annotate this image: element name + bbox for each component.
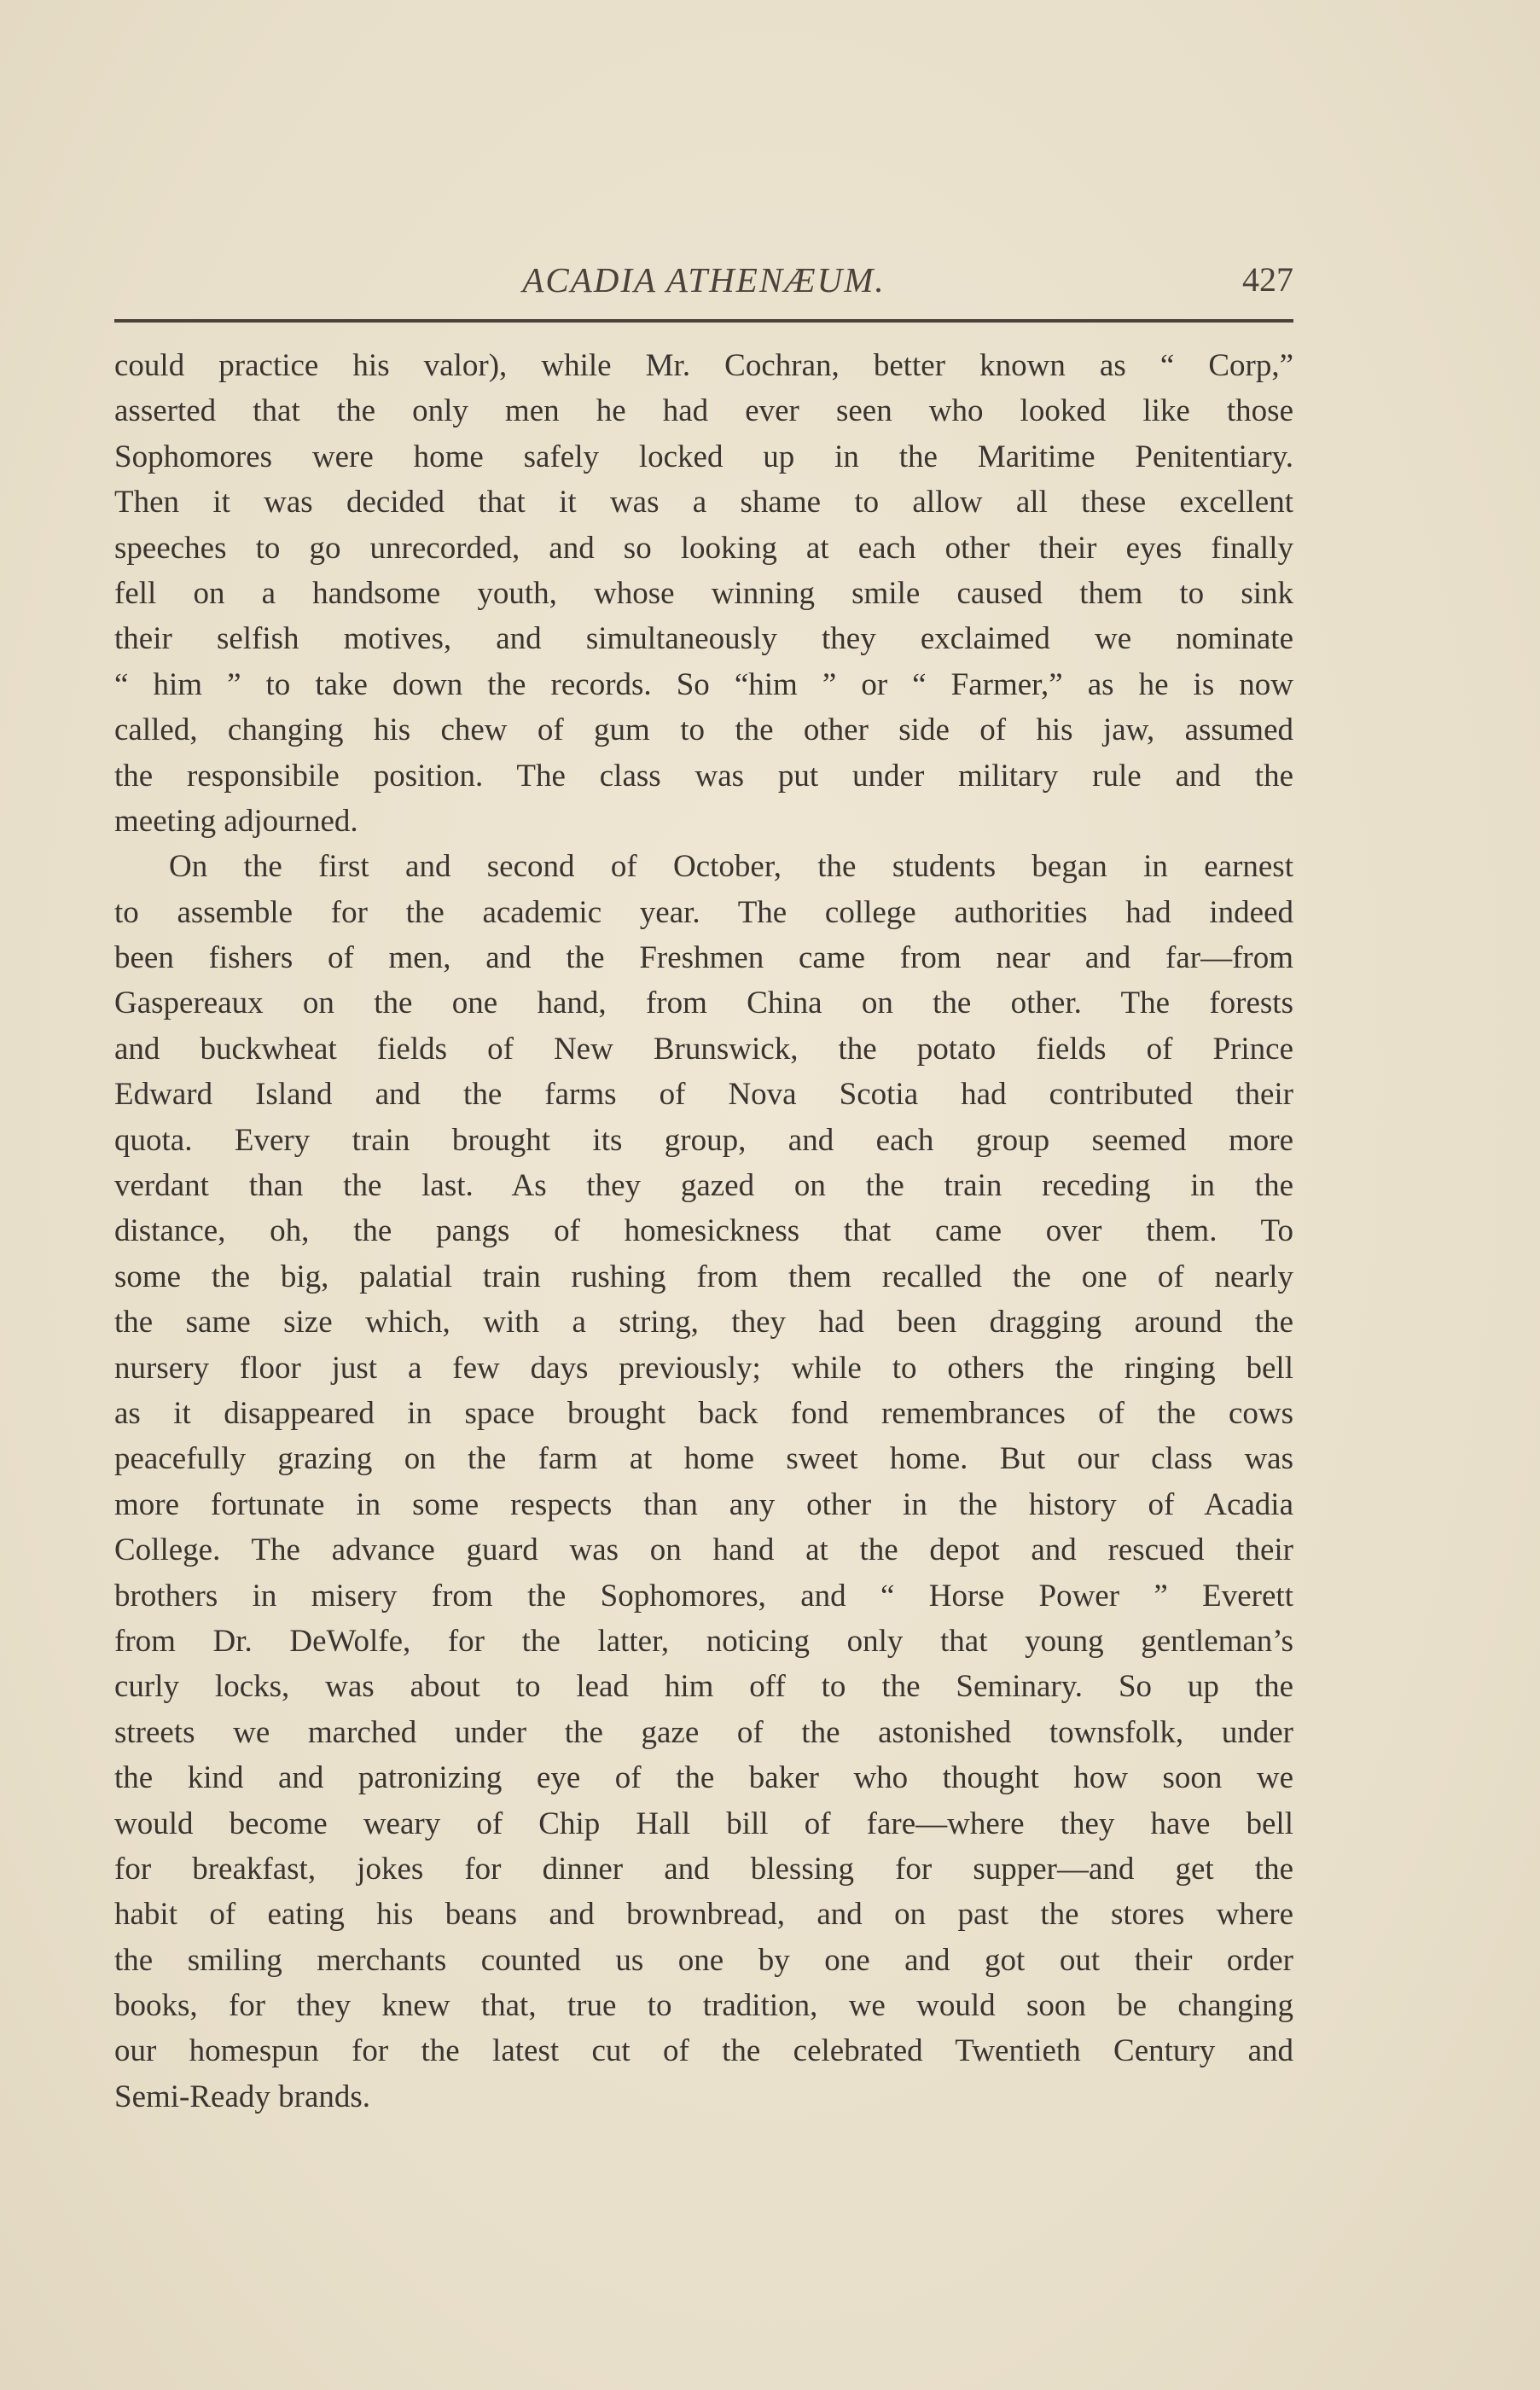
text-line: as it disappeared in space brought back fond remembrances of the cows: [114, 1395, 1293, 1431]
text-line: streets we marched under the gaze of the astonished townsfolk, under: [114, 1714, 1293, 1750]
text-line: distance, oh, the pangs of homesickness that came over them. To: [114, 1213, 1293, 1249]
page-number: 427: [1242, 260, 1293, 299]
text-line: and buckwheat fields of New Brunswick, the potato fields of Prince: [114, 1031, 1293, 1067]
text-line: some the big, palatial train rushing from them recalled the one of nearly: [114, 1259, 1293, 1294]
text-line: quota. Every train brought its group, and each group seemed more: [114, 1122, 1293, 1158]
text-line: Sophomores were home safely locked up in the Maritime Penitentiary.: [114, 439, 1293, 474]
text-line: from Dr. DeWolfe, for the latter, noticing only that young gentleman’s: [114, 1623, 1293, 1659]
running-title: ACADIA ATHENÆUM.: [522, 260, 886, 299]
page-header: [114, 256, 1293, 307]
text-line: would become weary of Chip Hall bill of fare—where they have bell: [114, 1806, 1293, 1841]
text-line: Then it was decided that it was a shame to allow all these excellent: [114, 485, 1293, 520]
text-line: been fishers of men, and the Freshmen came from near and far—from: [114, 940, 1293, 976]
text-line: could practice his valor), while Mr. Cochran, better known as “ Corp,”: [114, 348, 1293, 383]
text-line: verdant than the last. As they gazed on the train receding in the: [114, 1168, 1293, 1204]
text-line: their selfish motives, and simultaneously they exclaimed we nominate: [114, 621, 1293, 657]
text-line: peacefully grazing on the farm at home sweet home. But our class was: [114, 1441, 1293, 1477]
text-line: College. The advance guard was on hand at the depot and rescued their: [114, 1532, 1293, 1568]
text-line: “ him ” to take down the records. So “him ” or “ Farmer,” as he is now: [114, 666, 1293, 702]
text-line: brothers in misery from the Sophomores, and “ Horse Power ” Everett: [114, 1578, 1293, 1614]
text-line: asserted that the only men he had ever seen who looked like those: [114, 393, 1293, 429]
text-line: habit of eating his beans and brownbread, and on past the stores where: [114, 1897, 1293, 1933]
text-line: fell on a handsome youth, whose winning smile caused them to sink: [114, 575, 1293, 611]
text-line: speeches to go unrecorded, and so looking at each other their eyes finally: [114, 530, 1293, 566]
text-line: the smiling merchants counted us one by one and got out their order: [114, 1942, 1293, 1978]
text-line: to assemble for the academic year. The college authorities had indeed: [114, 894, 1293, 930]
text-line: nursery floor just a few days previously; while to others the ringing bell: [114, 1350, 1293, 1386]
text-line: On the first and second of October, the students began in earnest: [169, 849, 1293, 885]
text-line: more fortunate in some respects than any other in the history of Acadia: [114, 1486, 1293, 1522]
text-line: for breakfast, jokes for dinner and blessing for supper—and get the: [114, 1851, 1293, 1887]
text-line: the responsibile position. The class was put under military rule and the: [114, 758, 1293, 794]
text-line: Semi-Ready brands.: [114, 2079, 371, 2114]
text-line: our homespun for the latest cut of the celebrated Twentieth Century and: [114, 2033, 1293, 2069]
text-line: the same size which, with a string, they had been dragging around the: [114, 1305, 1293, 1340]
header-rule: [114, 319, 1293, 323]
text-line: Edward Island and the farms of Nova Scotia had contributed their: [114, 1077, 1293, 1113]
text-line: the kind and patronizing eye of the baker who thought how soon we: [114, 1760, 1293, 1796]
text-line: called, changing his chew of gum to the other side of his jaw, assumed: [114, 712, 1293, 748]
text-line: meeting adjourned.: [114, 803, 358, 839]
text-line: curly locks, was about to lead him off to the Seminary. So up the: [114, 1669, 1293, 1705]
text-line: books, for they knew that, true to tradition, we would soon be changing: [114, 1988, 1293, 2024]
body-text: [114, 343, 1293, 2120]
text-line: Gaspereaux on the one hand, from China on the other. The forests: [114, 986, 1293, 1021]
